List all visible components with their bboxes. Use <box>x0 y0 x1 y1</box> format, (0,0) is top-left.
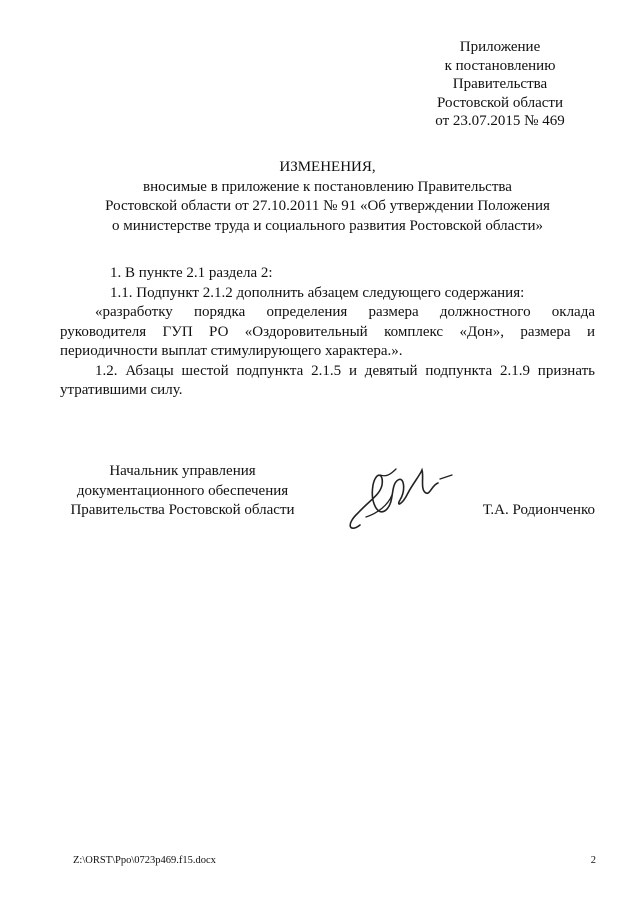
paragraph-1-2: 1.2. Абзацы шестой подпункта 2.1.5 и девятый подпункта 2.1.9 признать утратившими силу. <box>60 362 595 398</box>
position-line: Правительства Ростовской области <box>70 502 295 518</box>
appendix-header <box>400 38 600 131</box>
position-line: документационного обеспечения <box>76 482 289 499</box>
signatory-position <box>60 462 305 521</box>
title-line: Ростовской области от 27.10.2011 № 91 «Об утверждении Положения <box>105 198 550 214</box>
appendix-line: Приложение <box>459 39 541 55</box>
document-title <box>60 158 595 236</box>
title-heading: ИЗМЕНЕНИЯ, <box>279 159 376 175</box>
position-line: Начальник управления <box>109 463 256 479</box>
signatory-name: Т.А. Родионченко <box>482 502 595 518</box>
appendix-line: Ростовской области <box>437 94 563 111</box>
paragraph-quote: «разработку порядка определения размера должностного оклада руководителя ГУП РО «Оздоровительный комплекс «Дон», размера и периодичности выплат стимулирующего характера.». <box>60 304 595 359</box>
paragraph-1: 1. В пункте 2.1 раздела 2: <box>110 265 273 281</box>
page-number: 2 <box>590 855 596 866</box>
handwritten-signature <box>340 455 460 540</box>
appendix-line: Правительства <box>452 76 548 92</box>
title-line: вносимые в приложение к постановлению Правительства <box>143 178 512 195</box>
appendix-line: к постановлению <box>444 57 556 74</box>
document-body <box>60 264 595 401</box>
title-line: о министерстве труда и социального развития Ростовской области» <box>112 217 543 234</box>
appendix-date-number: от 23.07.2015 № 469 <box>435 113 565 129</box>
footer-file-path: Z:\ORST\Ppo\0723p469.f15.docx <box>73 855 216 866</box>
paragraph-1-1: 1.1. Подпункт 2.1.2 дополнить абзацем следующего содержания: <box>110 284 525 301</box>
